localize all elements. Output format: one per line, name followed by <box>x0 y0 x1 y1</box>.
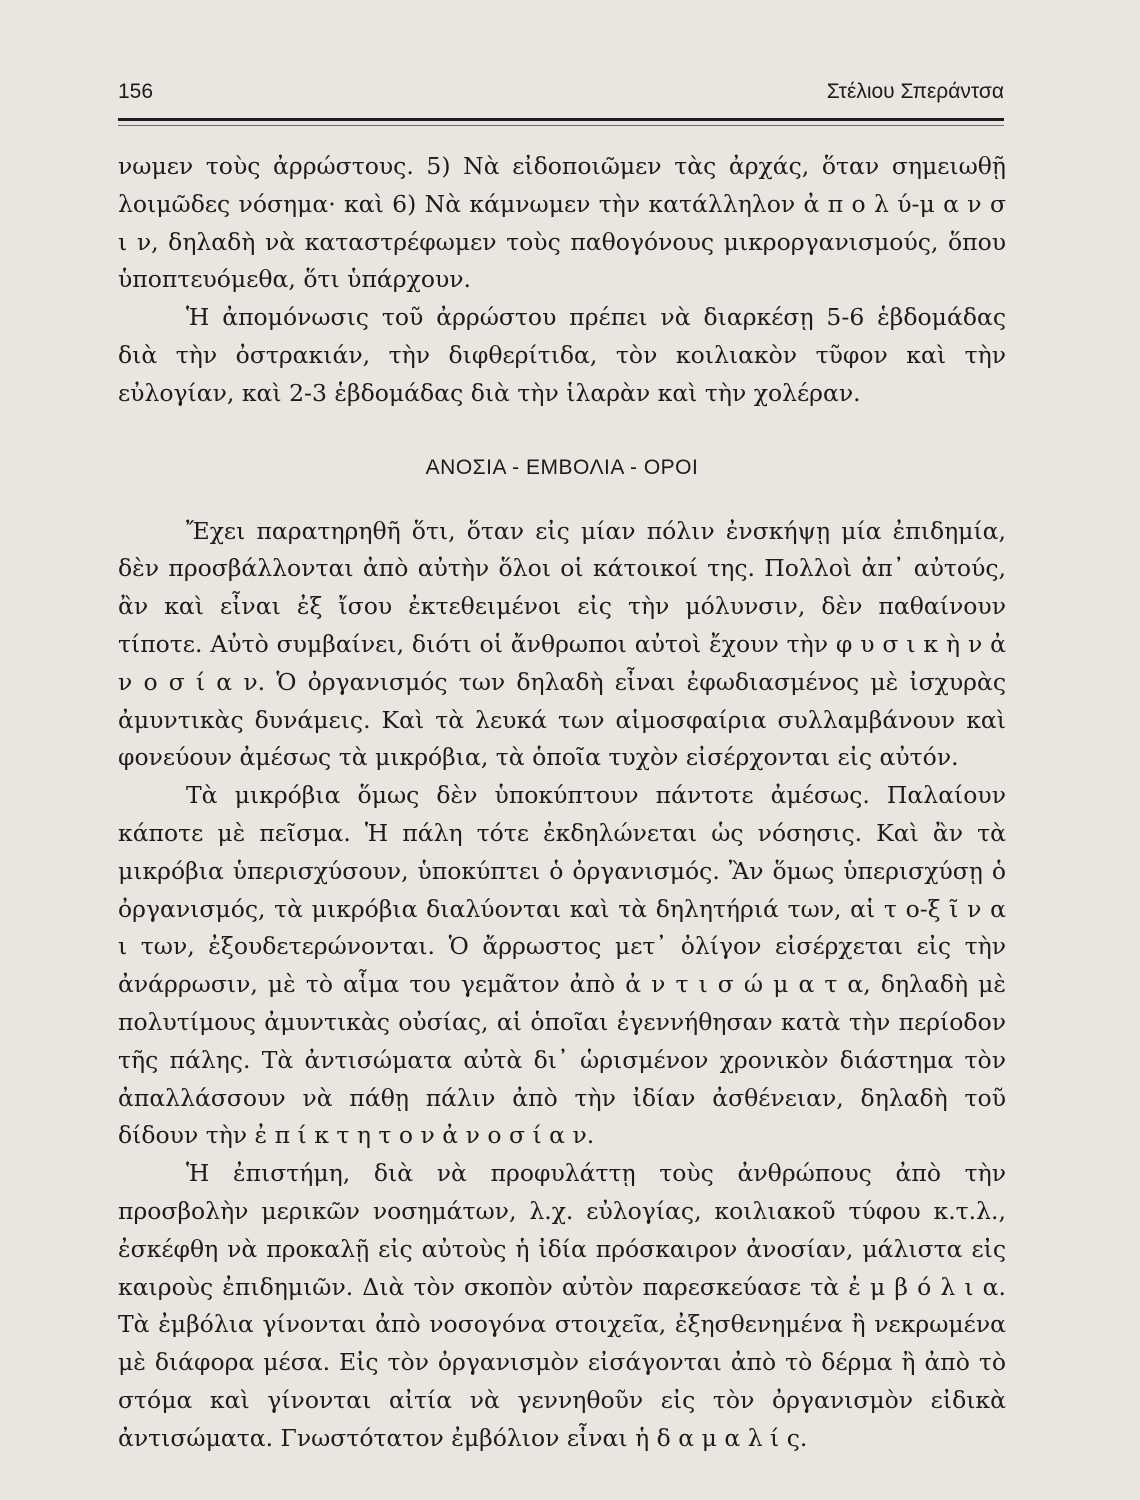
paragraph-natural-immunity: Ἔχει παρατηρηθῆ ὅτι, ὅταν εἰς μίαν πόλιν ἐνσκήψῃ μία ἐπιδημία, δὲν προσβάλλονται ἀπὸ αὐτὴν ὅλοι οἱ κάτοικοί της. Πολλοὶ ἀπ᾿ αὐτούς, ἂν καὶ εἶναι ἐξ ἴσου ἐκτεθειμένοι εἰς τὴν μόλυνσιν, δὲν παθαίνουν τίποτε. Αὐτὸ συμβαίνει, διότι οἱ ἄνθρωποι αὐτοὶ ἔχουν τὴν φ υ σ ι κ ὴ ν ἀ ν ο σ ί α ν. Ὁ ὀργανισμός των δηλαδὴ εἶναι ἐφωδιασμένος μὲ ἰσχυρὰς ἀμυντικὰς δυνάμεις. Καὶ τὰ λευκά των αἱμοσφαίρια συλλαμβάνουν καὶ φονεύουν ἀμέσως τὰ μικρόβια, τὰ ὁποῖα τυχὸν εἰσέρχονται εἰς αὐτόν. <box>118 516 1006 772</box>
header-rule <box>118 118 1004 121</box>
paragraph-isolation: Ἡ ἀπομόνωσις τοῦ ἀρρώστου πρέπει νὰ διαρκέσῃ 5-6 ἑβδομάδας διὰ τὴν ὀστρακιάν, τὴν διφθερίτιδα, τὸν κοιλιακὸν τῦφον καὶ τὴν εὐλογίαν, καὶ 2-3 ἑβδομάδας διὰ τὴν ἱλαρὰν καὶ τὴν χολέραν. <box>118 303 1006 407</box>
running-title: Στέλιου Σπεράντσα <box>826 80 1004 103</box>
paragraph-acquired-immunity: Τὰ μικρόβια ὅμως δὲν ὑποκύπτουν πάντοτε ἀμέσως. Παλαίουν κάποτε μὲ πεῖσμα. Ἡ πάλη τότε ἐκδηλώνεται ὡς νόσησις. Καὶ ἂν τὰ μικρόβια ὑπερισχύσουν, ὑποκύπτει ὁ ὀργανισμός. Ἂν ὅμως ὑπερισχύσῃ ὁ ὀργανισμός, τὰ μικρόβια διαλύονται καὶ τὰ δηλητήριά των, αἱ τ ο-ξ ῖ ν α ι των, ἐξουδετερώνονται. Ὁ ἄρρωστος μετ᾿ ὀλίγον εἰσέρχεται εἰς τὴν ἀνάρρωσιν, μὲ τὸ αἷμα του γεμᾶτον ἀπὸ ἀ ν τ ι σ ώ μ α τ α, δηλαδὴ μὲ πολυτίμους ἀμυντικὰς οὐσίας, αἱ ὁποῖαι ἐγεννήθησαν κατὰ τὴν περίοδον τῆς πάλης. Τὰ ἀντισώματα αὐτὰ δι᾿ ὡρισμένον χρονικὸν διάστημα τὸν ἀπαλλάσσουν νὰ πάθῃ πάλιν ἀπὸ τὴν ἰδίαν ἀσθένειαν, δηλαδὴ τοῦ δίδουν τὴν ἐ π ί κ τ η τ ο ν ἀ ν ο σ ί α ν. <box>118 781 1006 1150</box>
paragraph-vaccines: Ἡ ἐπιστήμη, διὰ νὰ προφυλάττῃ τοὺς ἀνθρώπους ἀπὸ τὴν προσβολὴν μερικῶν νοσημάτων, λ.χ. εὐλογίας, κοιλιακοῦ τύφου κ.τ.λ., ἐσκέφθη νὰ προκαλῇ εἰς αὐτοὺς ἡ ἰδία πρόσκαιρον ἀνοσίαν, μάλιστα εἰς καιροὺς ἐπιδημιῶν. Διὰ τὸν σκοπὸν αὐτὸν παρεσκεύασε τὰ ἐ μ β ό λ ι α. Τὰ ἐμβόλια γίνονται ἀπὸ νοσογόνα στοιχεῖα, ἐξησθενημένα ἢ νεκρωμένα μὲ διάφορα μέσα. Εἰς τὸν ὀργανισμὸν εἰσάγονται ἀπὸ τὸ δέρμα ἢ ἀπὸ τὸ στόμα καὶ γίνονται αἰτία νὰ γεννηθοῦν εἰς τὸν ὀργανισμὸν εἰδικὰ ἀντισώματα. Γνωστότατον ἐμβόλιον εἶναι ἡ δ α μ α λ ί ς. <box>118 1159 1006 1452</box>
header-rule-thin <box>118 125 1004 126</box>
paragraph-continued: νωμεν τοὺς ἀρρώστους. 5) Νὰ εἰδοποιῶμεν τὰς ἀρχάς, ὅταν σημειωθῇ λοιμῶδες νόσημα· καὶ 6) Νὰ κάμνωμεν τὴν κατάλληλον ἀ π ο λ ύ-μ α ν σ ι ν, δηλαδὴ νὰ καταστρέφωμεν τοὺς παθογόνους μικροργανισμούς, ὅπου ὑποπτευόμεθα, ὅτι ὑπάρχουν. <box>118 152 1006 294</box>
body-text <box>118 148 1006 1458</box>
page-header <box>118 78 1004 118</box>
page-number: 156 <box>118 80 154 103</box>
section-heading: ΑΝΟΣΙΑ - ΕΜΒΟΛΙΑ - ΟΡΟΙ <box>425 455 699 479</box>
